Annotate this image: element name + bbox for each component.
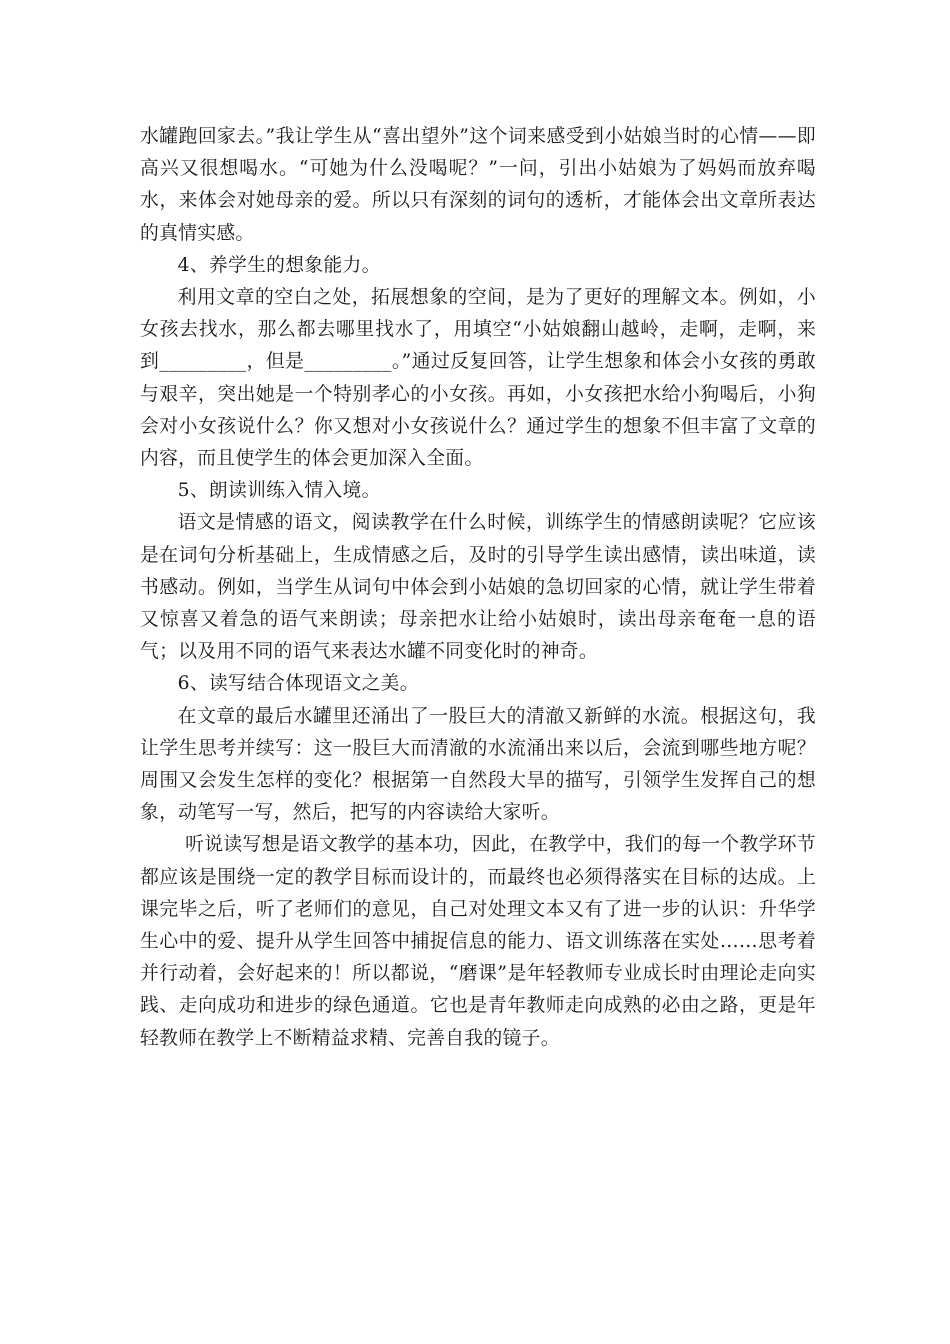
section-heading: 5、朗读训练入情入境。 (177, 480, 381, 502)
body-paragraph: 利用文章的空白之处，拓展想象的空间，是为了更好的理解文本。例如，小女孩去找水，那么都去哪里找水了，用填空“小姑娘翻山越岭，走啊，走啊，来到_________，但是_________。”通过反复回答，让学生想象和体会小女孩的勇敢与艰辛，突出她是一个特别孝心的小女孩。再如，小女孩把水给小狗喝后，小狗会对小女孩说什么？你又想对小女孩说什么？通过学生的想象不但丰富了文章的内容，而且使学生的体会更加深入全面。 (140, 287, 816, 470)
section-heading: 4、养学生的想象能力。 (177, 254, 381, 276)
document-page (140, 121, 816, 1055)
conclusion-paragraph: 听说读写想是语文教学的基本功，因此，在教学中，我们的每一个教学环节都应该是围绕一定的教学目标而设计的，而最终也必须得落实在目标的达成。上课完毕之后，听了老师们的意见，自己对处理文本又有了进一步的认识：升华学生心中的爱、提升从学生回答中捕捉信息的能力、语文训练落在实处……思考着并行动着，会好起来的！所以都说，“磨课”是年轻教师专业成长时由理论走向实践、走向成功和进步的绿色通道。它也是青年教师走向成熟的必由之路，更是年轻教师在教学上不断精益求精、完善自我的镜子。 (140, 834, 816, 1049)
section-heading: 6、读写结合体现语文之美。 (177, 673, 419, 695)
body-paragraph: 在文章的最后水罐里还涌出了一股巨大的清澈又新鲜的水流。根据这句，我让学生思考并续写：这一股巨大而清澈的水流涌出来以后，会流到哪些地方呢？周围又会发生怎样的变化？根据第一自然段大旱的描写，引领学生发挥自己的想象，动笔写一写，然后，把写的内容读给大家听。 (140, 705, 816, 824)
body-paragraph: 水罐跑回家去。”我让学生从“喜出望外”这个词来感受到小姑娘当时的心情——即高兴又很想喝水。“可她为什么没喝呢？”一问，引出小姑娘为了妈妈而放弃喝水，来体会对她母亲的爱。所以只有深刻的词句的透析，才能体会出文章所表达的真情实感。 (140, 126, 816, 244)
body-paragraph: 语文是情感的语文，阅读教学在什么时候，训练学生的情感朗读呢？它应该是在词句分析基础上，生成情感之后，及时的引导学生读出感情，读出味道，读书感动。例如，当学生从词句中体会到小姑娘的急切回家的心情，就让学生带着又惊喜又着急的语气来朗读；母亲把水让给小姑娘时，读出母亲奄奄一息的语气；以及用不同的语气来表达水罐不同变化时的神奇。 (140, 512, 816, 663)
